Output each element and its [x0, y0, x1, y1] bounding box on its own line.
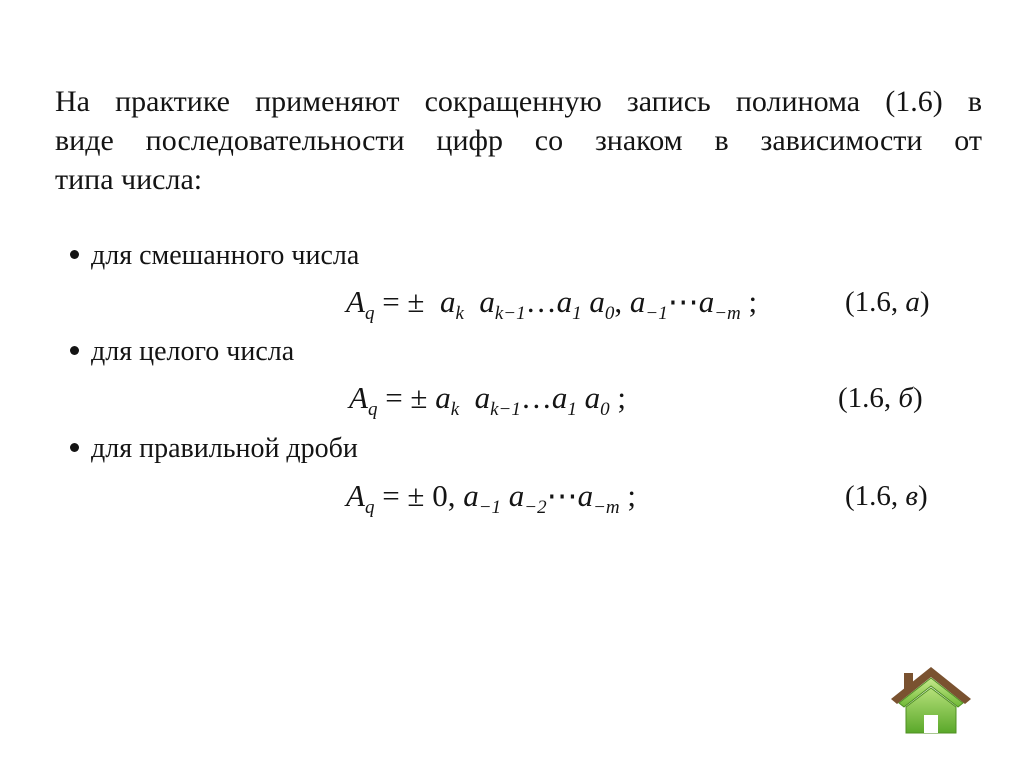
bullet-item-fraction — [70, 433, 358, 465]
equation-number-v: (1.6, в) — [845, 480, 928, 512]
bullet-item-integer — [70, 336, 294, 368]
equation-number-b: (1.6, б) — [838, 382, 923, 414]
intro-line-2: виде последовательности цифр со знаком в зависимости от — [55, 124, 982, 157]
equation-number-a: (1.6, а) — [845, 286, 930, 318]
bullet-label: для правильной дроби — [91, 433, 358, 464]
intro-line-1: На практике применяют сокращенную запись полинома (1.6) в — [55, 85, 982, 118]
formula-mixed: $A_q$ = ± $a_k$ $a_{k-1}\dots a_1$ $a_0$, $a_{-1}\cdots a_{-m}$ ; — [346, 284, 758, 324]
home-button[interactable] — [888, 663, 974, 737]
bullet-label: для целого числа — [91, 336, 295, 367]
bullet-icon — [70, 443, 79, 452]
home-icon — [888, 663, 974, 737]
formula-integer: $A_q$ = ± $a_k$ $a_{k-1}\dots a_1$ $a_0$ ; — [349, 380, 627, 420]
bullet-icon — [70, 346, 79, 355]
intro-paragraph — [55, 82, 982, 199]
bullet-item-mixed — [70, 240, 359, 272]
intro-line-3: типа числа: — [55, 163, 203, 196]
formula-fraction: $A_q$ = ± 0, $a_{-1}$ $a_{-2}\cdots a_{-m}$ ; — [346, 478, 637, 518]
bullet-label: для смешанного числа — [91, 240, 360, 271]
bullet-icon — [70, 250, 79, 259]
